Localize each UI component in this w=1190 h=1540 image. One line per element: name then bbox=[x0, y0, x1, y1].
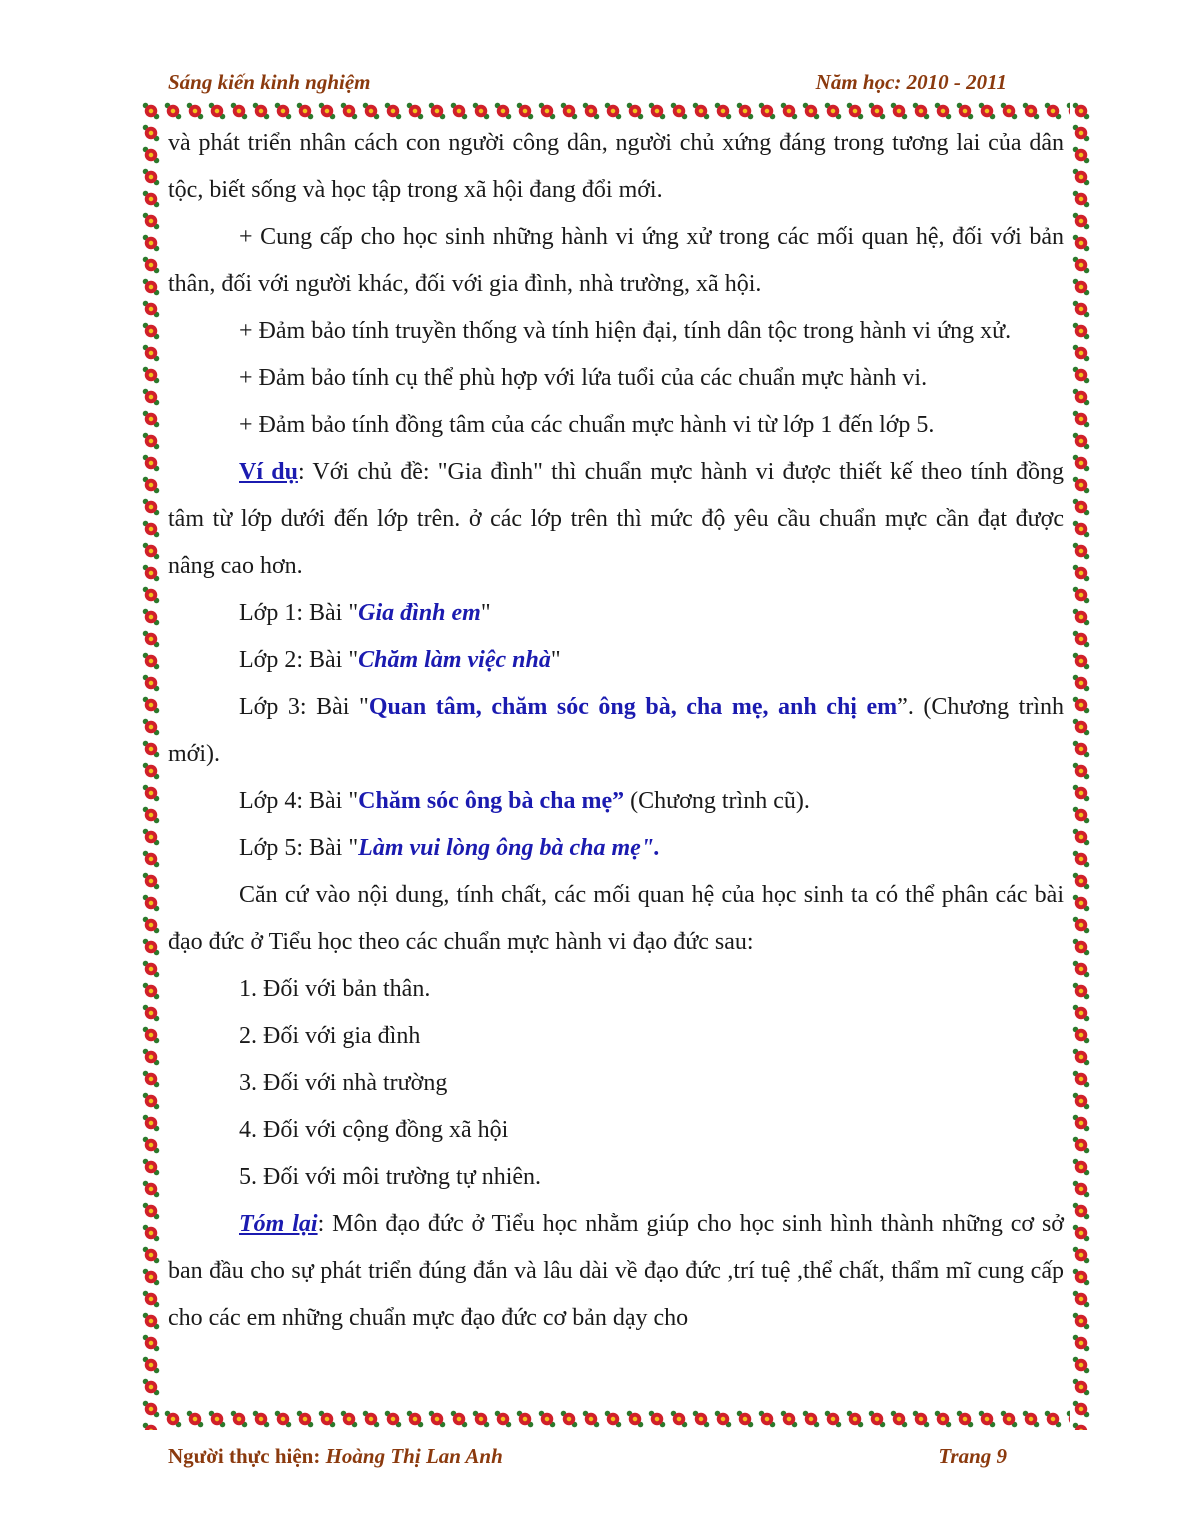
list-item: 2. Đối với gia đình bbox=[239, 1023, 421, 1049]
summary-paragraph bbox=[168, 1201, 1064, 1342]
lesson-suffix: ”. (Chương trình mới). bbox=[168, 694, 1064, 767]
lesson-title: Quan tâm, chăm sóc ông bà, cha mẹ, anh chị em bbox=[368, 694, 898, 720]
footer-author bbox=[168, 1444, 503, 1469]
lesson-title: Làm vui lòng ông bà cha mẹ". bbox=[358, 835, 661, 861]
border-right bbox=[1070, 100, 1092, 1430]
header-title: Sáng kiến kinh nghiệm bbox=[168, 70, 371, 94]
paragraph: + Cung cấp cho học sinh những hành vi ứng xử trong các mối quan hệ, đối với bản thân, đối với người khác, đối với gia đình, nhà trường, xã hội. bbox=[168, 224, 1064, 297]
summary-label: Tóm lại bbox=[239, 1211, 318, 1237]
list-item: 1. Đối với bản thân. bbox=[239, 976, 431, 1002]
footer-page-number: Trang 9 bbox=[938, 1444, 1007, 1468]
lesson-prefix: Lớp 3: Bài " bbox=[239, 694, 369, 720]
example-label: Ví dụ bbox=[239, 459, 298, 485]
paragraph: + Đảm bảo tính đồng tâm của các chuẩn mực hành vi từ lớp 1 đến lớp 5. bbox=[239, 412, 935, 438]
lesson-title: Chăm làm việc nhà bbox=[358, 647, 551, 673]
footer-author-label: Người thực hiện: bbox=[168, 1444, 326, 1468]
lesson-prefix: Lớp 2: Bài " bbox=[239, 647, 359, 673]
paragraph: Căn cứ vào nội dung, tính chất, các mối quan hệ của học sinh ta có thể phân các bài đạo đức ở Tiểu học theo các chuẩn mực hành vi đạo đức sau: bbox=[168, 882, 1064, 955]
lesson-grade-4 bbox=[168, 778, 1064, 825]
lesson-title: Chăm sóc ông bà cha mẹ” bbox=[358, 788, 625, 814]
example-text: : Với chủ đề: "Gia đình" thì chuẩn mực hành vi được thiết kế theo tính đồng tâm từ lớp dưới đến lớp trên. ở các lớp trên thì mức độ yêu cầu chuẩn mực cần đạt được nâng cao hơn. bbox=[168, 459, 1065, 579]
lesson-suffix: " bbox=[550, 647, 561, 673]
list-item: 3. Đối với nhà trường bbox=[239, 1070, 448, 1096]
footer-author-name: Hoàng Thị Lan Anh bbox=[325, 1444, 503, 1468]
list-item: 4. Đối với cộng đồng xã hội bbox=[239, 1117, 509, 1143]
lesson-grade-3 bbox=[168, 684, 1064, 778]
border-top bbox=[140, 100, 1092, 122]
lesson-grade-5 bbox=[168, 825, 1064, 872]
lesson-prefix: Lớp 4: Bài " bbox=[239, 788, 359, 814]
paragraph: + Đảm bảo tính cụ thể phù hợp với lứa tuổi của các chuẩn mực hành vi. bbox=[239, 365, 928, 391]
border-left bbox=[140, 100, 162, 1430]
list-item: 5. Đối với môi trường tự nhiên. bbox=[239, 1164, 542, 1190]
lesson-title: Gia đình em bbox=[358, 600, 481, 626]
summary-text: : Môn đạo đức ở Tiểu học nhằm giúp cho học sinh hình thành những cơ sở ban đầu cho sự phát triển đúng đắn và lâu dài về đạo đức ,trí tuệ ,thể chất, thẩm mĩ cung cấp cho các em những chuẩn mực đạo đức cơ bản dạy cho bbox=[168, 1211, 1064, 1331]
header-school-year: Năm học: 2010 - 2011 bbox=[815, 70, 1007, 94]
lesson-grade-2 bbox=[168, 637, 1064, 684]
lesson-prefix: Lớp 1: Bài " bbox=[239, 600, 359, 626]
lesson-prefix: Lớp 5: Bài " bbox=[239, 835, 359, 861]
document-body bbox=[168, 120, 1064, 1342]
lesson-suffix: (Chương trình cũ). bbox=[624, 788, 810, 814]
example-paragraph bbox=[168, 449, 1064, 590]
lesson-grade-1 bbox=[168, 590, 1064, 637]
paragraph: và phát triển nhân cách con người công dân, người chủ xứng đáng trong tương lai của dân tộc, biết sống và học tập trong xã hội đang đổi mới. bbox=[168, 130, 1064, 203]
lesson-suffix: " bbox=[480, 600, 491, 626]
border-bottom bbox=[140, 1408, 1092, 1430]
paragraph: + Đảm bảo tính truyền thống và tính hiện đại, tính dân tộc trong hành vi ứng xử. bbox=[239, 318, 1012, 344]
